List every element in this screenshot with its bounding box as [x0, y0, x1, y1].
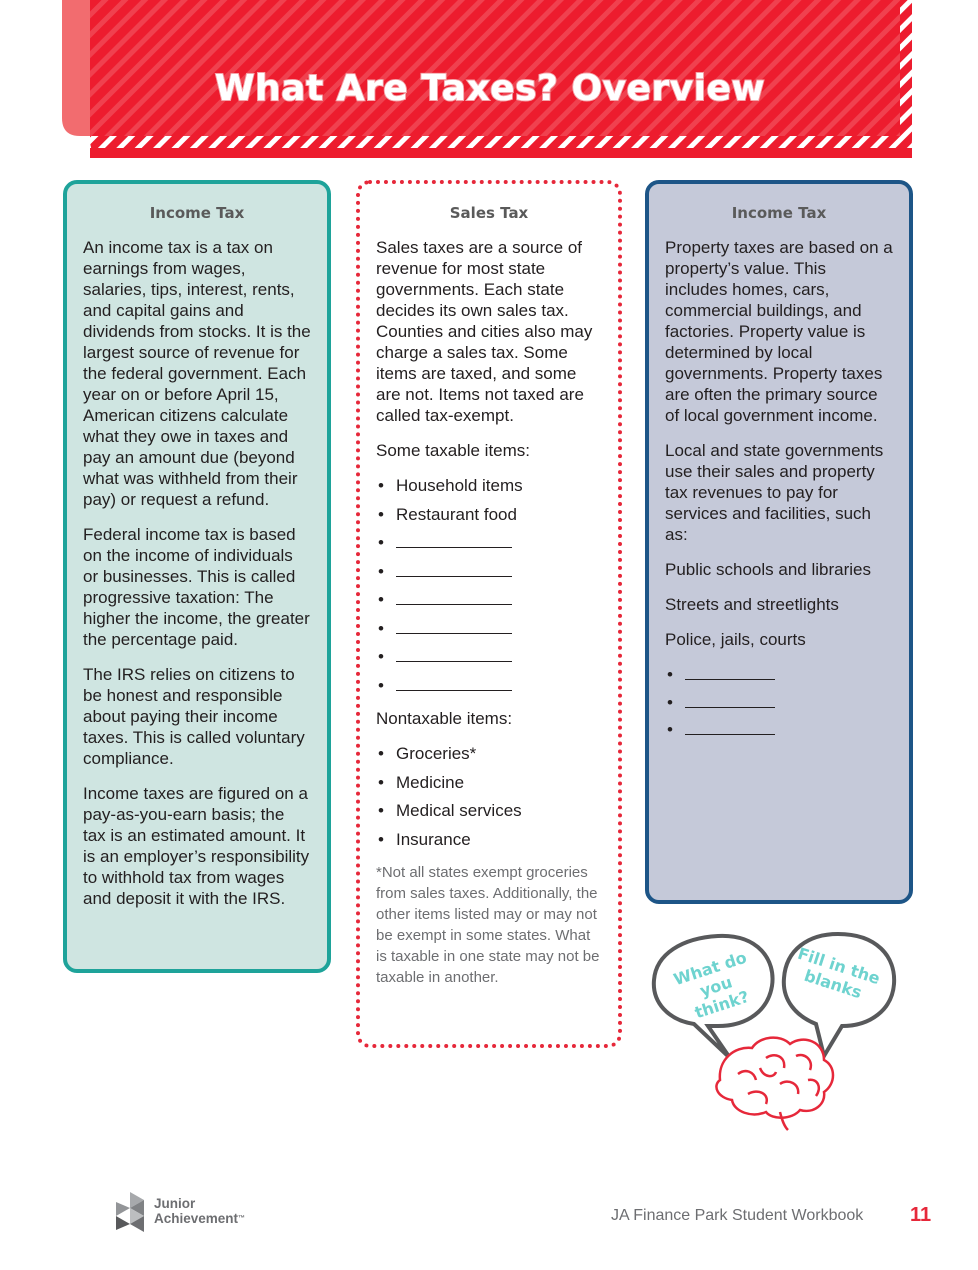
income-tax-heading: Income Tax: [149, 204, 245, 222]
blank-item[interactable]: •: [665, 692, 893, 714]
logo-line2: Achievement: [154, 1211, 239, 1226]
footer-title: JA Finance Park Student Workbook: [611, 1207, 864, 1224]
fill-in-blank[interactable]: [396, 647, 512, 662]
sales-tax-card: [356, 180, 622, 1048]
page-number: 11: [910, 1204, 932, 1226]
fill-in-blank[interactable]: [396, 562, 512, 577]
property-tax-paragraph: Public schools and libraries: [665, 560, 871, 579]
fill-in-blank[interactable]: [396, 590, 512, 605]
property-blanks-list: [665, 664, 893, 741]
blank-item[interactable]: •: [665, 719, 893, 741]
ja-logo-icon: [110, 1190, 150, 1234]
brain-icon: [716, 1038, 833, 1130]
blank-item[interactable]: •: [376, 675, 602, 697]
fill-in-blank[interactable]: [685, 693, 775, 708]
taxable-items-list: [376, 475, 602, 696]
logo-line1: Junior: [154, 1196, 196, 1211]
list-item: • Household items: [378, 476, 523, 495]
logo-trademark: ™: [238, 1215, 246, 1222]
blank-item[interactable]: •: [376, 532, 602, 554]
property-tax-paragraph: Local and state governments use their sales and property tax revenues to pay for services and facilities, such as:: [665, 441, 884, 544]
fill-in-blank[interactable]: [685, 665, 775, 680]
nontaxable-items-label: Nontaxable items:: [376, 709, 513, 728]
speech-bubbles-graphic: [648, 928, 913, 1138]
list-item: • Insurance: [378, 829, 471, 849]
property-tax-paragraph: Property taxes are based on a property’s value. This includes homes, cars, commercial buildings, and factories. Property value is determined by local governments. Property taxes are often the primary source of local government income.: [665, 238, 893, 425]
thinking-illustration: [648, 928, 913, 1138]
bubble-text-think: What do you think?: [671, 947, 752, 1023]
income-tax-paragraph: The IRS relies on citizens to be honest and responsible about paying their income taxes. This is called voluntary compliance.: [83, 665, 305, 768]
sales-tax-intro: Sales taxes are a source of revenue for most state governments. Each state decides its own sales tax. Counties and cities also may charge a sales tax. Some items are taxed, and some are not. Items not taxed are called tax-exempt.: [376, 238, 593, 425]
blank-item[interactable]: •: [376, 561, 602, 583]
blank-item[interactable]: •: [665, 664, 893, 686]
fill-in-blank[interactable]: [396, 533, 512, 548]
page-title: What Are Taxes? Overview: [214, 68, 766, 109]
list-item: • Medical services: [378, 801, 522, 820]
blank-item[interactable]: •: [376, 646, 602, 668]
junior-achievement-logo: [110, 1190, 270, 1234]
fill-in-blank[interactable]: [685, 720, 775, 735]
sales-tax-heading: Sales Tax: [449, 204, 529, 222]
blank-item[interactable]: •: [376, 618, 602, 640]
sales-tax-footnote: *Not all states exempt groceries from sales taxes. Additionally, the other items listed may or may not be exempt in some states. What is taxable in one state may not be taxable in another.: [376, 864, 600, 986]
property-tax-paragraph: Streets and streetlights: [665, 595, 839, 614]
blank-item[interactable]: •: [376, 589, 602, 611]
income-tax-paragraph: An income tax is a tax on earnings from wages, salaries, tips, interest, rents, and capital gains and dividends from stocks. It is the largest source of revenue for the federal government. Each year on or before April 15, American citizens calculate what they owe in taxes and pay an amount due (beyond what was withheld from their pay) or request a refund.: [83, 238, 311, 509]
list-item: • Restaurant food: [378, 504, 517, 524]
property-tax-card: [645, 180, 913, 904]
property-tax-paragraph: Police, jails, courts: [665, 630, 806, 649]
income-tax-card: [63, 180, 331, 973]
property-tax-heading: Income Tax: [731, 204, 827, 222]
list-item: • Medicine: [378, 772, 465, 792]
nontaxable-items-list: [376, 743, 602, 850]
fill-in-blank[interactable]: [396, 619, 512, 634]
list-item: • Groceries*: [378, 744, 477, 763]
income-tax-paragraph: Federal income tax is based on the income of individuals or businesses. This is called progressive taxation: The higher the income, the greater the percentage paid.: [83, 525, 310, 649]
fill-in-blank[interactable]: [396, 676, 512, 691]
income-tax-paragraph: Income taxes are figured on a pay-as-you-earn basis; the tax is an estimated amount. It is an employer’s responsibility to withhold tax from wages and deposit it with the IRS.: [83, 784, 310, 908]
taxable-items-label: Some taxable items:: [376, 441, 531, 460]
bubble-text-fill: Fill in the blanks: [795, 943, 883, 1003]
